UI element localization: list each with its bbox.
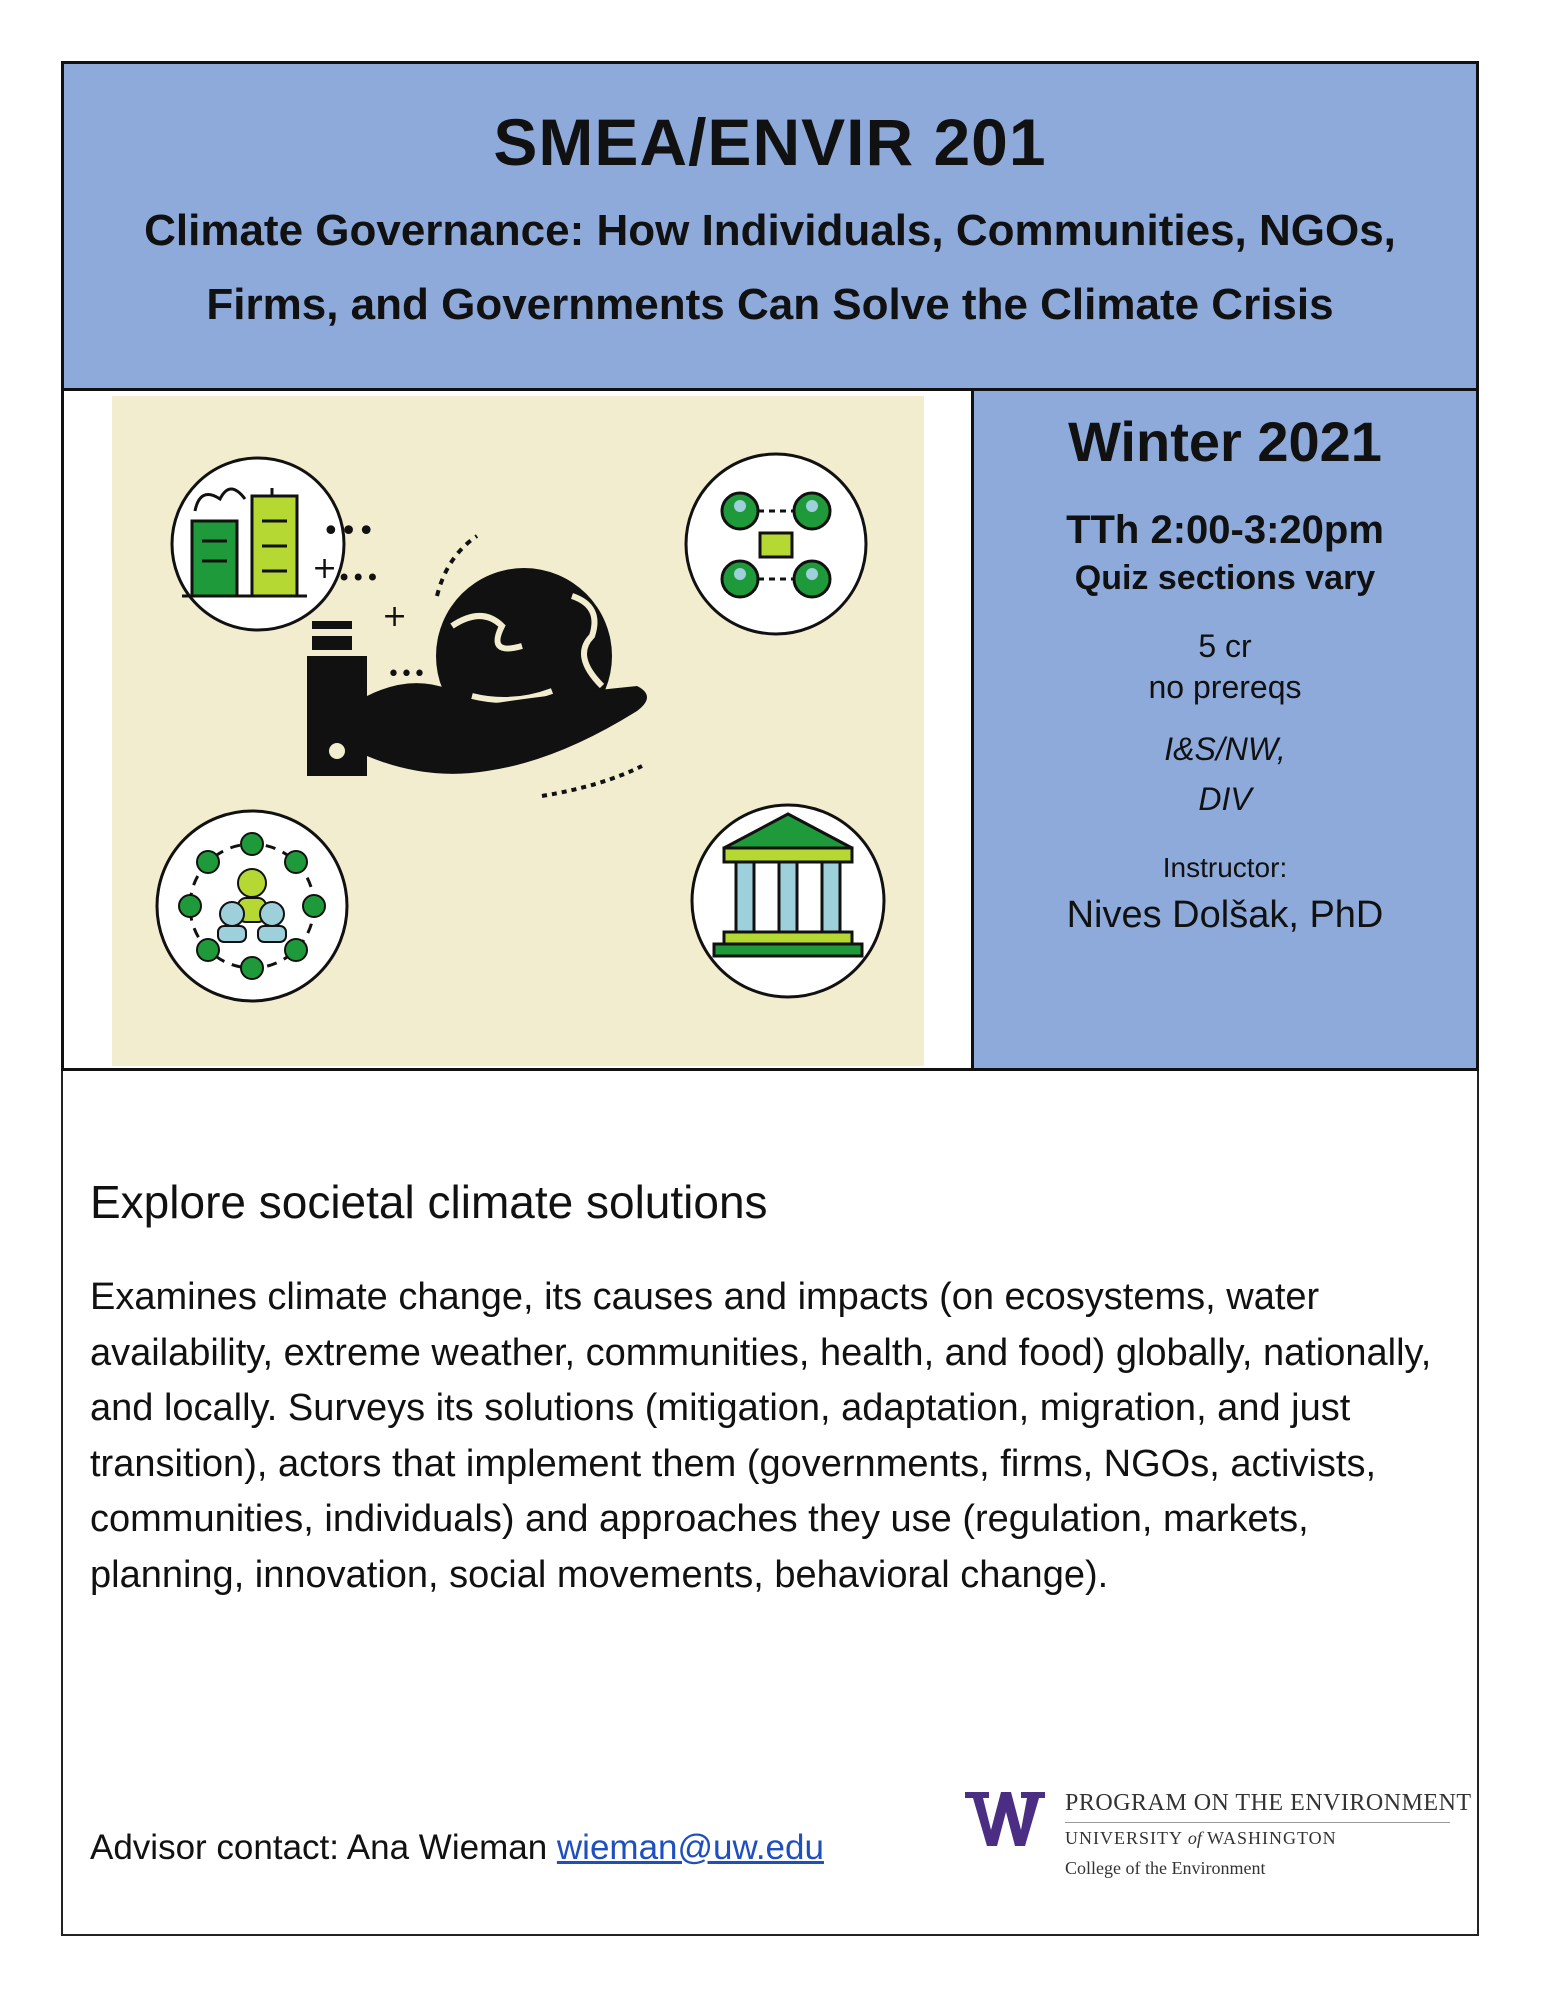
- logo-university: UNIVERSITY of WASHINGTON: [1065, 1828, 1337, 1848]
- course-title-line-2: Firms, and Governments Can Solve the Climate Crisis: [206, 280, 1334, 329]
- quiz-sections: Quiz sections vary: [1074, 559, 1376, 597]
- svg-text:+: +: [382, 599, 408, 634]
- hand-holding-globe-icon: [307, 514, 647, 796]
- instructor-name: Nives Dolšak, PhD: [1066, 894, 1384, 936]
- course-info-panel: [971, 391, 1479, 1071]
- svg-text:+: +: [312, 551, 338, 586]
- network-people-icon: [686, 454, 866, 634]
- svg-text:•••: •••: [337, 564, 380, 592]
- advisor-label: Advisor contact: Ana Wieman: [90, 1828, 557, 1867]
- meeting-time: TTh 2:00-3:20pm: [1066, 508, 1384, 552]
- logo-college: College of the Environment: [1065, 1858, 1266, 1878]
- header-banner: [61, 61, 1479, 391]
- logo-divider: [1065, 1822, 1450, 1823]
- course-description: Examines climate change, its causes and impacts (on ecosystems, water availability, extreme weather, communities, health, and food) globally, nationally, and locally. Surveys its solutions (mitigation, adaptation, migration, and just transition), actors that implement them (governments, firms, NGOs, activists, communities, individuals) and approaches they use (regulation, markets, planning, innovation, social movements, behavioral change).: [90, 1276, 1432, 1596]
- logo-program-name: PROGRAM ON THE ENVIRONMENT: [1065, 1790, 1472, 1816]
- advisor-contact: [90, 1828, 824, 1868]
- community-circle-icon: [157, 811, 347, 1001]
- advisor-email-link[interactable]: wieman@uw.edu: [556, 1828, 824, 1867]
- course-title: [64, 194, 1476, 342]
- gen-ed-requirements: [974, 724, 1476, 824]
- illustration: [112, 396, 924, 1066]
- course-title-line-1: Climate Governance: How Individuals, Communities, NGOs,: [144, 206, 1396, 255]
- svg-text:•••: •••: [387, 662, 426, 687]
- prereqs: no prereqs: [1148, 669, 1302, 705]
- term: Winter 2021: [1068, 410, 1382, 473]
- government-building-icon: [692, 805, 884, 997]
- uw-logo: [965, 1780, 1472, 1880]
- gen-ed-line-1: I&S/NW,: [1164, 731, 1286, 767]
- climate-illustration: [112, 396, 924, 1066]
- buildings-icon: [172, 458, 344, 630]
- section-subtitle: Explore societal climate solutions: [90, 1176, 768, 1228]
- uw-w-logo-icon: [965, 1788, 1045, 1848]
- credits: 5 cr: [1198, 628, 1252, 664]
- instructor-label: Instructor:: [1162, 852, 1288, 883]
- course-code: SMEA/ENVIR 201: [493, 105, 1047, 179]
- svg-text:•••: •••: [322, 514, 376, 549]
- gen-ed-line-2: DIV: [1198, 781, 1252, 817]
